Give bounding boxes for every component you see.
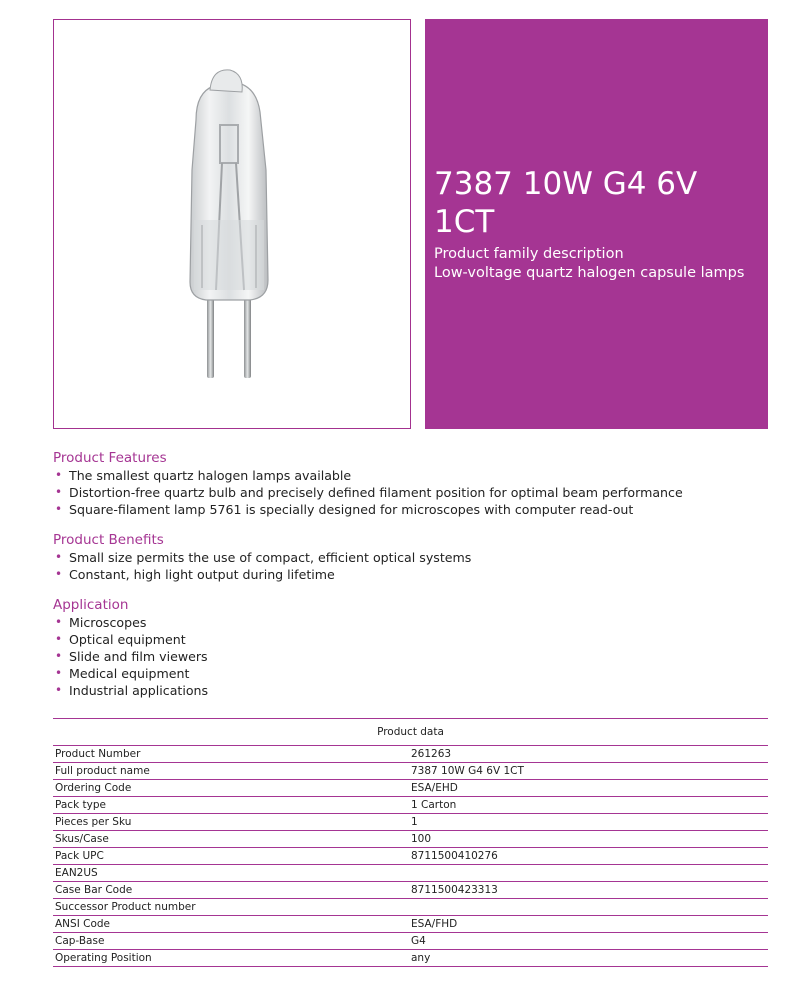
- product-image: [53, 19, 411, 429]
- table-row: EAN2US: [53, 865, 768, 882]
- bullet-icon: •: [55, 485, 63, 499]
- table-row: Pack UPC 8711500410276: [53, 848, 768, 865]
- list-item: • Optical equipment: [55, 632, 186, 647]
- bullet-icon: •: [55, 567, 63, 581]
- list-item: • Medical equipment: [55, 666, 190, 681]
- halogen-lamp-illustration: [54, 20, 410, 428]
- application-heading: Application: [53, 597, 129, 613]
- table-row: ANSI Code ESA/FHD: [53, 916, 768, 933]
- bullet-icon: •: [55, 649, 63, 663]
- table-row: Case Bar Code 8711500423313: [53, 882, 768, 899]
- bullet-icon: •: [55, 632, 63, 646]
- features-heading: Product Features: [53, 450, 167, 466]
- lamp-pinch-seal: [194, 220, 264, 290]
- list-item: • Square-filament lamp 5761 is specially designed for microscopes with computer read-out: [55, 502, 634, 517]
- product-family-description: Low-voltage quartz halogen capsule lamps: [434, 265, 745, 281]
- list-item: • Constant, high light output during lifetime: [55, 567, 335, 582]
- bullet-icon: •: [55, 468, 63, 482]
- features-list: [53, 467, 768, 518]
- table-row: Operating Position any: [53, 950, 768, 967]
- application-section: [53, 597, 768, 699]
- bullet-icon: •: [55, 502, 63, 516]
- product-data-table: [53, 718, 768, 967]
- benefits-section: [53, 532, 768, 583]
- product-family-label: Product family description: [434, 246, 624, 262]
- product-family: [434, 245, 769, 283]
- list-item: • The smallest quartz halogen lamps available: [55, 468, 352, 483]
- hero-panel: [425, 19, 768, 429]
- features-section: [53, 450, 768, 518]
- table-row: Pack type 1 Carton: [53, 797, 768, 814]
- list-item: • Microscopes: [55, 615, 147, 630]
- bullet-icon: •: [55, 550, 63, 564]
- bullet-icon: •: [55, 615, 63, 629]
- product-title: 7387 10W G4 6V 1CT: [434, 166, 698, 240]
- table-row: Pieces per Sku 1: [53, 814, 768, 831]
- list-item: • Slide and film viewers: [55, 649, 208, 664]
- list-item: • Distortion-free quartz bulb and precisely defined filament position for optimal beam performance: [55, 485, 683, 500]
- list-item: • Small size permits the use of compact, efficient optical systems: [55, 550, 472, 565]
- benefits-heading: Product Benefits: [53, 532, 164, 548]
- bullet-icon: •: [55, 666, 63, 680]
- table-row: Full product name 7387 10W G4 6V 1CT: [53, 763, 768, 780]
- table-row: Skus/Case 100: [53, 831, 768, 848]
- product-data-heading: Product data: [53, 718, 768, 746]
- bullet-icon: •: [55, 683, 63, 697]
- table-row: Ordering Code ESA/EHD: [53, 780, 768, 797]
- list-item: • Industrial applications: [55, 683, 209, 698]
- table-row: Successor Product number: [53, 899, 768, 916]
- application-list: [53, 614, 768, 699]
- table-row: Cap-Base G4: [53, 933, 768, 950]
- benefits-list: [53, 549, 768, 583]
- table-row: Product Number 261263: [53, 746, 768, 763]
- lamp-pin-right: [244, 290, 251, 378]
- lamp-pin-left: [207, 290, 214, 378]
- lamp-tip: [210, 70, 242, 92]
